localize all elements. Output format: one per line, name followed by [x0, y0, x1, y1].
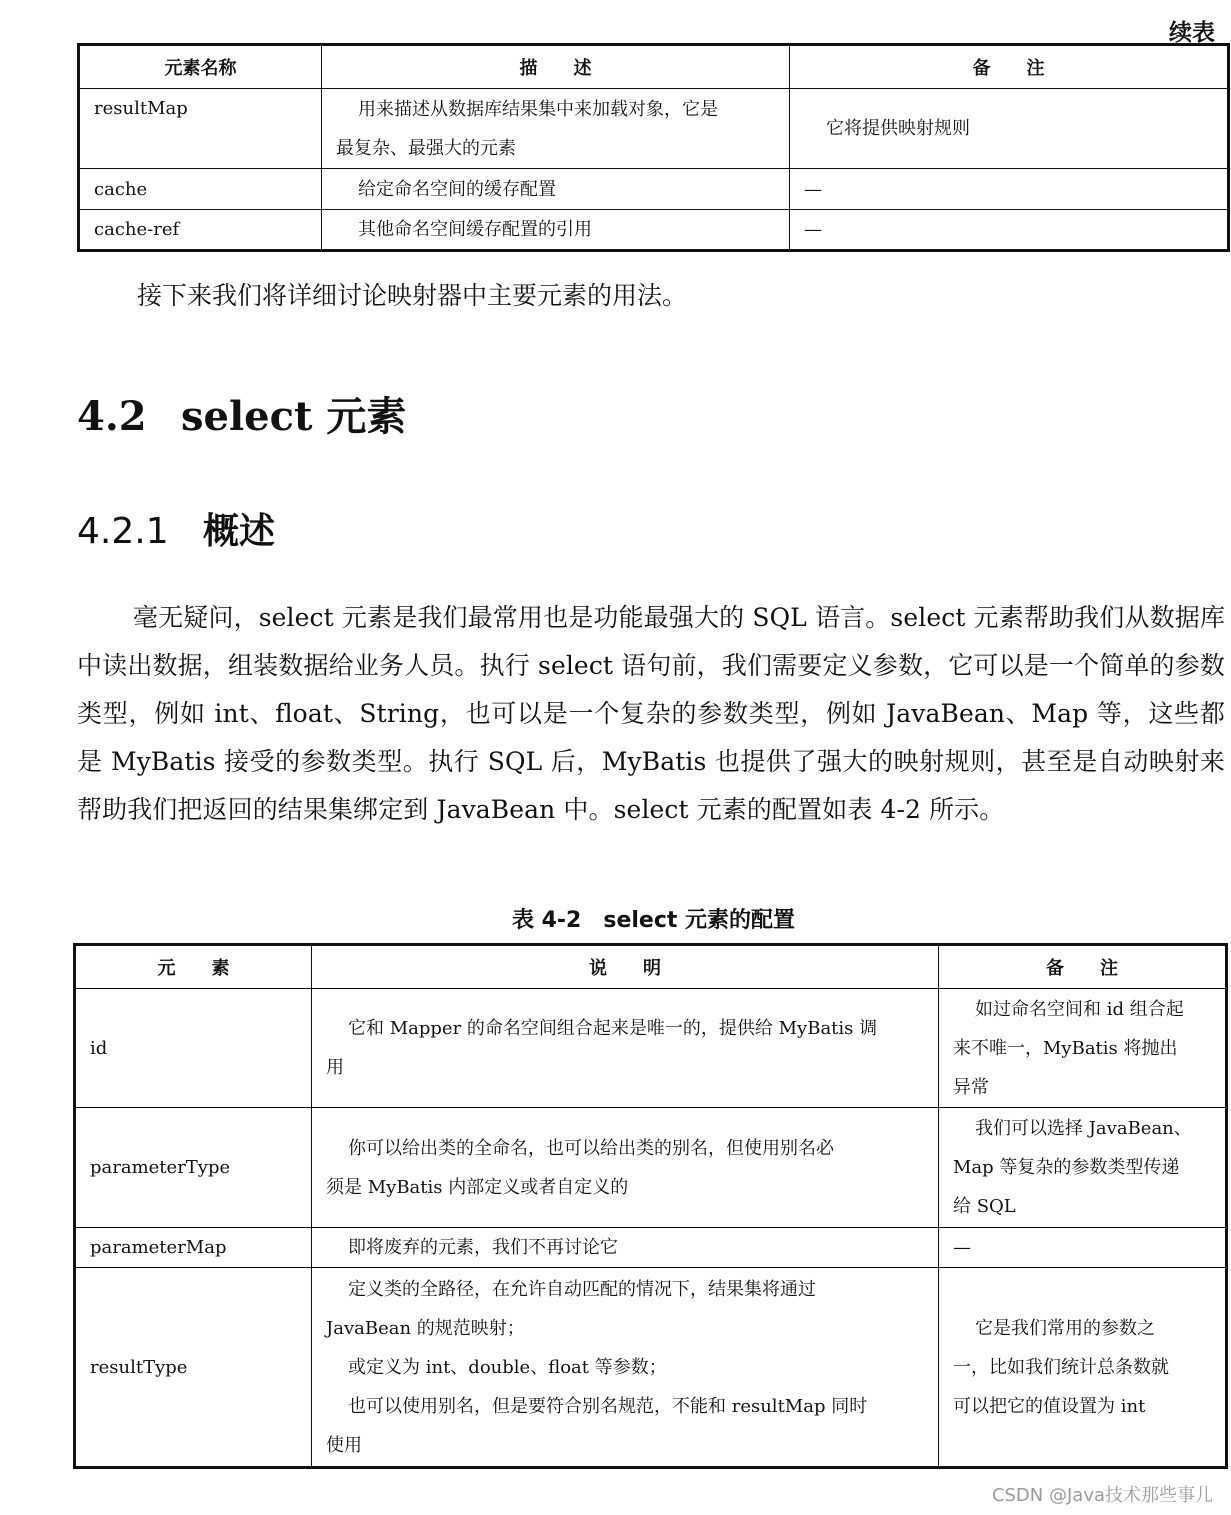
element-name-cell: parameterType [75, 1108, 312, 1228]
description-cell: 其他命名空间缓存配置的引用 [322, 210, 790, 251]
note-line: 一，比如我们统计总条数就 [953, 1356, 1169, 1378]
table-row [75, 1228, 1227, 1268]
table-row [75, 1268, 1227, 1468]
column-header-description: 描 述 [322, 45, 790, 89]
description-line: 用来描述从数据库结果集中来加载对象，它是 [358, 98, 718, 120]
description-cell [322, 89, 790, 169]
note-line: 给 SQL [953, 1196, 1016, 1217]
mapper-elements-table-continued [77, 43, 1230, 252]
explanation-cell [312, 1108, 939, 1228]
note-line: 来不唯一，MyBatis 将抛出 [953, 1037, 1178, 1059]
explanation-cell [312, 989, 939, 1108]
column-header-element: 元 素 [75, 945, 312, 989]
note-cell: — [939, 1228, 1227, 1268]
explanation-line: 它和 Mapper 的命名空间组合起来是唯一的，提供给 MyBatis 调 [348, 1018, 878, 1039]
element-name-cell: resultMap [79, 89, 322, 169]
continued-table-label: 续表 [1169, 20, 1215, 46]
subsection-title: 概述 [203, 511, 276, 552]
explanation-line: 你可以给出类的全命名，也可以给出类的别名，但使用别名必 [348, 1137, 834, 1159]
note-cell [939, 1268, 1227, 1468]
section-title: select 元素 [181, 393, 407, 440]
watermark: CSDN @Java技术那些事儿 [991, 1485, 1213, 1506]
note-cell [939, 989, 1227, 1108]
table-row [79, 169, 1229, 210]
explanation-line: 用 [326, 1057, 344, 1078]
note-line: 可以把它的值设置为 int [953, 1395, 1146, 1417]
table-header-row [75, 945, 1227, 989]
intro-sentence: 接下来我们将详细讨论映射器中主要元素的用法。 [137, 281, 688, 310]
explanation-line: 也可以使用别名，但是要符合别名规范，不能和 resultMap 同时 [348, 1395, 868, 1417]
note-line: 它是我们常用的参数之 [975, 1317, 1155, 1339]
element-name-cell: id [75, 989, 312, 1108]
table-row [79, 210, 1229, 251]
table-header-row [79, 45, 1229, 89]
select-config-table [73, 943, 1228, 1469]
note-line: Map 等复杂的参数类型传递 [953, 1157, 1180, 1178]
column-header-note: 备 注 [939, 945, 1227, 989]
subsection-heading [77, 503, 275, 554]
section-heading [77, 385, 406, 442]
note-cell [939, 1108, 1227, 1228]
note-line: 异常 [953, 1076, 989, 1098]
table-row [75, 989, 1227, 1108]
column-header-explanation: 说 明 [312, 945, 939, 989]
element-name-cell: resultType [75, 1268, 312, 1468]
column-header-element-name: 元素名称 [79, 45, 322, 89]
element-name-cell: cache-ref [79, 210, 322, 251]
description-line: 最复杂、最强大的元素 [336, 137, 516, 159]
note-cell: — [790, 169, 1229, 210]
explanation-line: 定义类的全路径，在允许自动匹配的情况下，结果集将通过 [348, 1278, 816, 1300]
subsection-number: 4.2.1 [77, 511, 169, 552]
column-header-note: 备 注 [790, 45, 1229, 89]
note-cell: 它将提供映射规则 [790, 89, 1229, 169]
table-caption: 表 4-2 select 元素的配置 [511, 908, 796, 933]
table-row [75, 1108, 1227, 1228]
explanation-line: 使用 [326, 1434, 362, 1456]
element-name-cell: parameterMap [75, 1228, 312, 1268]
note-line: 如过命名空间和 id 组合起 [975, 998, 1184, 1020]
explanation-line: 须是 MyBatis 内部定义或者自定义的 [326, 1176, 629, 1198]
note-line: 我们可以选择 JavaBean、 [975, 1118, 1192, 1139]
explanation-cell: 即将废弃的元素，我们不再讨论它 [312, 1228, 939, 1268]
explanation-line: 或定义为 int、double、float 等参数； [348, 1356, 667, 1378]
element-name-cell: cache [79, 169, 322, 210]
note-cell: — [790, 210, 1229, 251]
description-cell: 给定命名空间的缓存配置 [322, 169, 790, 210]
explanation-cell [312, 1268, 939, 1468]
section-number: 4.2 [77, 393, 147, 440]
explanation-line: JavaBean 的规范映射； [326, 1317, 525, 1339]
table-row [79, 89, 1229, 169]
body-paragraph: 毫无疑问，select 元素是我们最常用也是功能最强大的 SQL 语言。select 元素帮助我们从数据库中读出数据，组装数据给业务人员。执行 select 语句前，我们需要定义参数，它可以是一个简单的参数类型，例如 int、float、String，也可以是一个复杂的参数类型，例如 JavaBean、Map 等，这些都是 MyBatis 接受的参数类型。执行 SQL 后，MyBatis 也提供了强大的映射规则，甚至是自动映射来帮助我们把返回的结果集绑定到 JavaBean 中。select 元素的配置如表 4-2 所示。 [77, 603, 1225, 824]
